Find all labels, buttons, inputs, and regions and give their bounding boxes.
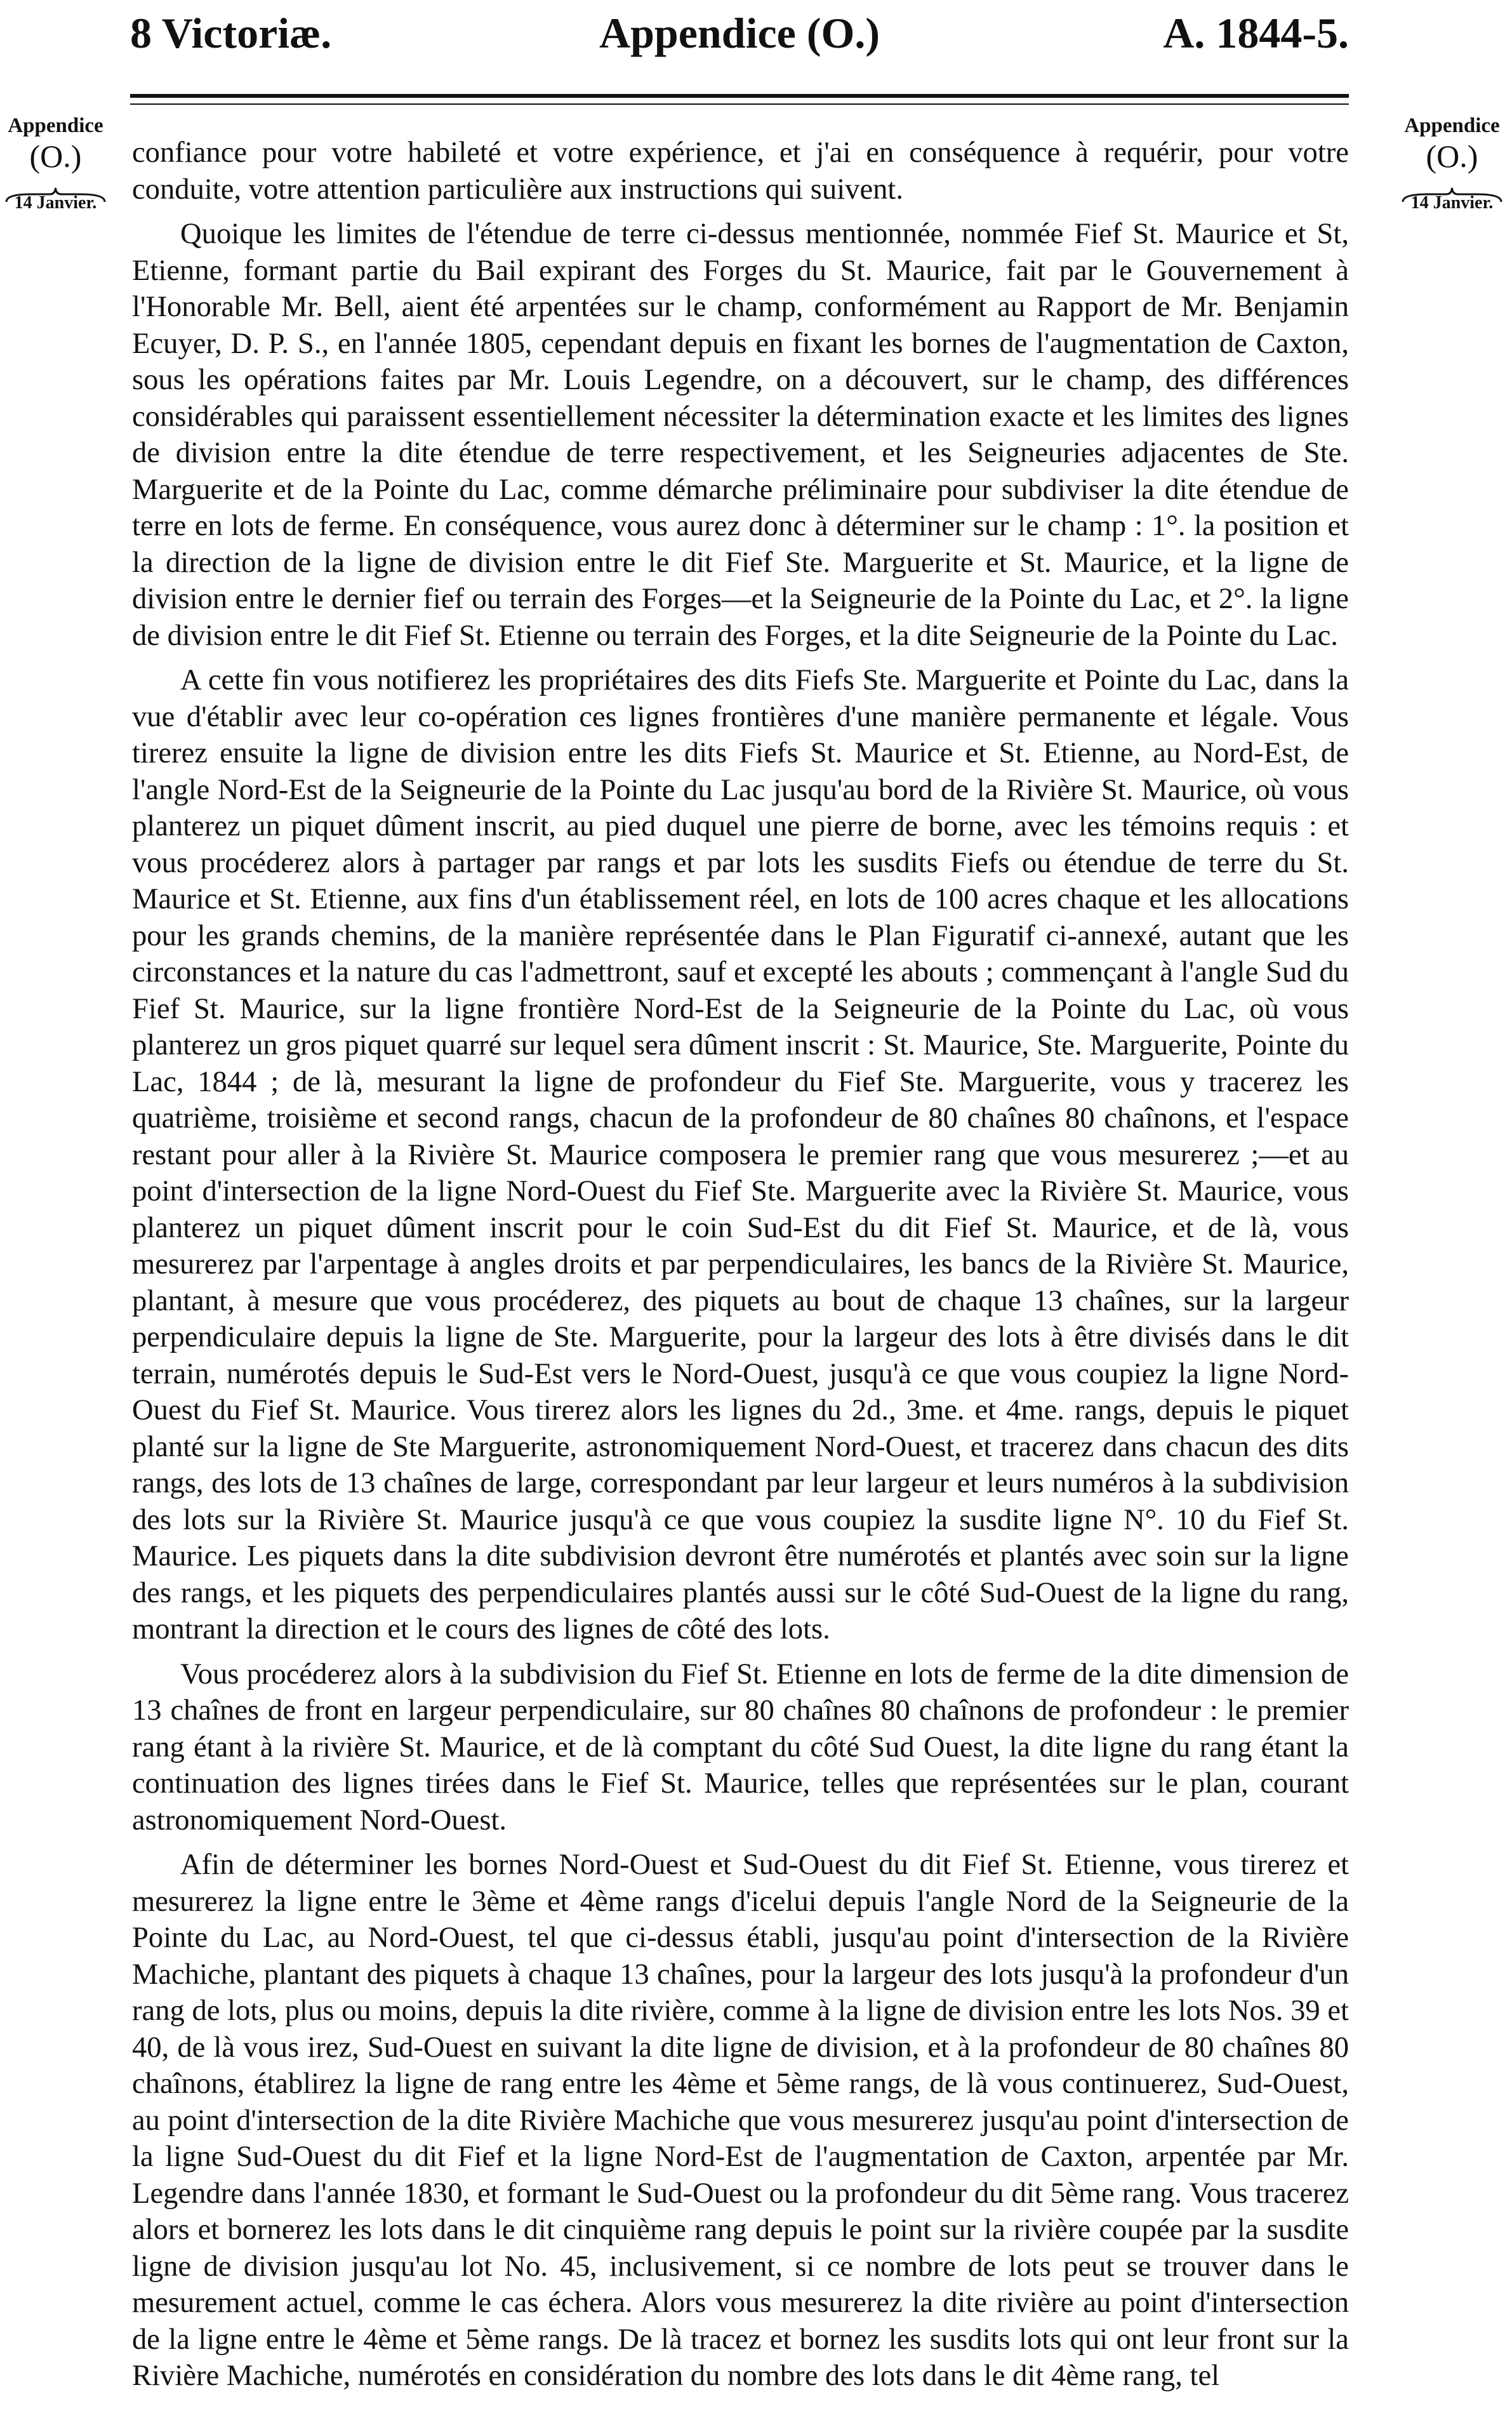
paragraph-notification: A cette fin vous notifierez les propriétaires des dits Fiefs Ste. Marguerite et Pointe du Lac, dans la vue d'établir avec leur co-opération ces lignes frontières d'une manière permanente et légale. Vous tirerez ensuite la ligne de division entre les dits Fiefs St. Maurice et St. Etienne, au Nord-Est, de l'angle Nord-Est de la Seigneurie de la Pointe du Lac jusqu'au bord de la Rivière St. Maurice, où vous planterez un piquet dûment inscrit, au pied duquel une pierre de borne, avec les témoins requis : et vous procéderez alors à partager par rangs et par lots les susdits Fiefs ou étendue de terre du St. Maurice et St. Etienne, aux fins d'un établissement réel, en lots de 100 acres chaque et les allocations pour les grands chemins, de la manière représentée dans le Plan Figuratif ci-annexé, autant que les circonstances et la nature du cas l'admettront, sauf et excepté les abouts ; commençant à l'angle Sud du Fief St. Maurice, sur la ligne frontière Nord-Est de la Seigneurie de la Pointe du Lac, où vous planterez un gros piquet quarré sur lequel sera dûment inscrit : St. Maurice, Ste. Marguerite, Pointe du Lac, 1844 ; de là, mesurant la ligne de profondeur du Fief Ste. Marguerite, vous y tracerez les quatrième, troisième et second rangs, chacun de la profondeur de 80 chaînes 80 chaînons, et l'espace restant pour aller à la Rivière St. Maurice composera le premier rang que vous mesurerez ;—et au point d'intersection de la ligne Nord-Ouest du Fief Ste. Marguerite avec la Rivière St. Maurice, vous planterez un piquet dûment inscrit pour le coin Sud-Est du dit Fief St. Maurice, et de là, vous mesurerez par l'arpentage à angles droits et par perpendiculaires, les bancs de la Rivière St. Maurice, plantant, à mesure que vous procéderez, des piquets au bout de chaque 13 chaînes, sur la largeur perpendiculaire depuis la ligne de Ste. Marguerite, pour la largeur des lots à être divisés dans le dit terrain, numérotés depuis le Sud-Est vers le Nord-Ouest, jusqu'à ce que vous coupiez la ligne Nord-Ouest du Fief St. Maurice. Vous tirerez alors les lignes du 2d., 3me. et 4me. rangs, depuis le piquet planté sur la ligne de Ste Marguerite, astronomiquement Nord-Ouest, et tracerez dans chacun des dits rangs, des lots de 13 chaînes de large, correspondant par leur largeur et leurs numéros à la subdivision des lots sur la Rivière St. Maurice jusqu'à ce que vous coupiez la susdite ligne N°. 10 du Fief St. Maurice. Les piquets dans la dite subdivision devront être numérotés et plantés avec soin sur la ligne des rangs, et les piquets des perpendiculaires plantés aussi sur le côté Sud-Ouest de la ligne du rang, montrant la direction et le cours des lignes de côté des lots. — [132, 663, 1349, 1645]
margin-appendix-code: (O.) — [29, 138, 82, 174]
header-rule-thin — [130, 103, 1349, 105]
paragraph-boundaries: Afin de déterminer les bornes Nord-Ouest et Sud-Ouest du dit Fief St. Etienne, vous tirerez et mesurerez la ligne entre le 3ème et 4ème rangs d'icelui depuis l'angle Nord de la Seigneurie de la Pointe du Lac, au Nord-Ouest, tel que ci-dessus établi, jusqu'au point d'intersection de la Rivière Machiche, plantant des piquets à chaque 13 chaînes, pour la largeur des lots jusqu'à la profondeur d'un rang de lots, plus ou moins, depuis la dite rivière, comme à la ligne de division entre les lots Nos. 39 et 40, de là vous irez, Sud-Ouest en suivant la dite ligne de division, et à la profondeur de 80 chaînes 80 chaînons, établirez la ligne de rang entre les 4ème et 5ème rangs, de là vous continuerez, Sud-Ouest, au point d'intersection de la dite Rivière Machiche que vous mesurerez jusqu'au point d'intersection de la ligne Sud-Ouest du dit Fief et la ligne Nord-Est de l'augmentation de Caxton, arpentée par Mr. Legendre dans l'année 1830, et formant le Sud-Ouest ou la profondeur du dit 5ème rang. Vous tracerez alors et bornerez les lots dans le dit cinquième rang depuis le point sur la rivière coupée par la susdite ligne de division jusqu'au lot No. 45, inclusivement, si ce nombre de lots peut se trouver dans le mesurement actuel, comme le cas échera. Alors vous mesurerez la dite rivière au point d'intersection de la ligne entre le 4ème et 5ème rangs. De là tracez et bornez les susdits lots qui ont leur front sur la Rivière Machiche, numérotés en considération du nombre des lots dans le dit 4ème rang, tel — [132, 1848, 1349, 2392]
margin-date: 14 Janvier. — [14, 193, 97, 213]
header-appendix-title: Appendice (O.) — [599, 9, 880, 57]
margin-date: 14 Janvier. — [1410, 193, 1494, 213]
brace-icon — [1402, 187, 1502, 203]
margin-appendix-label: Appendice — [1404, 114, 1500, 137]
header-session: 8 Victoriæ. — [130, 9, 332, 57]
margin-note-left — [0, 113, 111, 216]
paragraph-st-etienne-subdivision: Vous procéderez alors à la subdivision du Fief St. Etienne en lots de ferme de la dite dimension de 13 chaînes de front en largeur perpendiculaire, sur 80 chaînes 80 chaînons de profondeur : le premier rang étant à la rivière St. Maurice, et de là comptant du côté Sud Ouest, la dite ligne du rang étant la continuation des lignes tirées dans le Fief St. Maurice, telles que représentées sur le plan, courant astronomiquement Nord-Ouest. — [132, 1657, 1349, 1836]
paragraph-limits: Quoique les limites de l'étendue de terre ci-dessus mentionnée, nommée Fief St. Maurice et St, Etienne, formant partie du Bail expirant des Forges du St. Maurice, fait par le Gouvernement à l'Honorable Mr. Bell, aient été arpentées sur le champ, conformément au Rapport de Mr. Benjamin Ecuyer, D. P. S., en l'année 1805, cependant depuis en fixant les bornes de l'augmentation de Caxton, sous les opérations faites par Mr. Louis Legendre, on a découvert, sur le champ, des différences considérables qui paraissent essentiellement nécessiter la détermination exacte et les limites des lignes de division entre la dite étendue de terre respectivement, et les Seigneuries adjacentes de Ste. Marguerite et de la Pointe du Lac, comme démarche préliminaire pour subdiviser la dite étendue de terre en lots de ferme. En conséquence, vous aurez donc à déterminer sur le champ : 1°. la position et la direction de la ligne de division entre le dit Fief Ste. Marguerite et St. Maurice, et la ligne de division entre le dernier fief ou terrain des Forges—et la Seigneurie de la Pointe du Lac, et 2°. la ligne de division entre le dit Fief St. Etienne ou terrain des Forges, et la dite Seigneurie de la Pointe du Lac. — [132, 217, 1349, 652]
body-text — [132, 135, 1349, 2403]
paragraph-continuation: confiance pour votre habileté et votre expérience, et j'ai en conséquence à requérir, pour votre conduite, votre attention particulière aux instructions qui suivent. — [132, 136, 1349, 206]
brace-icon — [5, 187, 106, 203]
header-year: A. 1844-5. — [1163, 9, 1349, 57]
margin-appendix-code: (O.) — [1426, 138, 1478, 174]
running-head — [130, 0, 1349, 67]
header-rule-thick — [130, 94, 1349, 98]
margin-note-right — [1396, 113, 1508, 216]
margin-appendix-label: Appendice — [8, 114, 103, 137]
